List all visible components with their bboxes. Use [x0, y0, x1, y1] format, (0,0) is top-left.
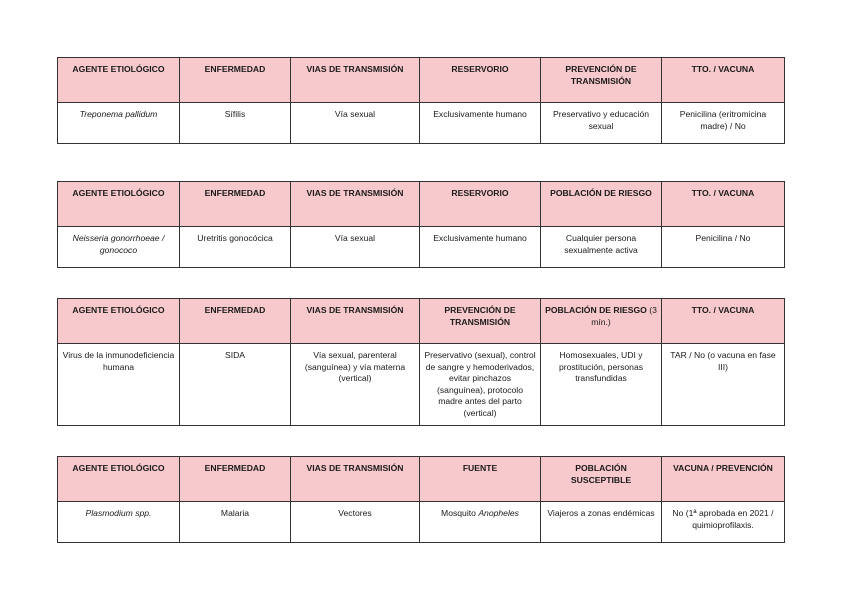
header-transmission: VIAS DE TRANSMISIÓN	[291, 182, 420, 227]
cell-disease: Uretritis gonocócica	[180, 227, 291, 268]
table-sida	[57, 298, 785, 426]
header-transmission: VIAS DE TRANSMISIÓN	[291, 457, 420, 502]
cell-source-italic: Anopheles	[478, 508, 519, 518]
header-vaccine-prevention: VACUNA / PREVENCIÓN	[662, 457, 785, 502]
cell-disease: Malaria	[180, 502, 291, 543]
cell-disease: SIDA	[180, 344, 291, 426]
cell-transmission: Vía sexual	[291, 103, 420, 144]
header-reservoir: RESERVORIO	[420, 182, 541, 227]
cell-treatment: Penicilina (eritromicina madre) / No	[662, 103, 785, 144]
header-agent: AGENTE ETIOLÓGICO	[58, 299, 180, 344]
table-malaria	[57, 456, 785, 543]
cell-transmission: Vía sexual	[291, 227, 420, 268]
cell-prevention: Preservativo (sexual), control de sangre y hemoderivados, evitar pinchazos (sanguínea), protocolo madre antes del parto (vertical)	[420, 344, 541, 426]
cell-risk-population: Homosexuales, UDI y prostitución, personas transfundidas	[541, 344, 662, 426]
header-risk-population: POBLACIÓN DE RIESGO	[541, 182, 662, 227]
cell-source-text: Mosquito	[441, 508, 479, 518]
header-transmission: VIAS DE TRANSMISIÓN	[291, 299, 420, 344]
cell-agent: Plasmodium spp.	[58, 502, 180, 543]
cell-transmission: Vía sexual, parenteral (sanguínea) y vía materna (vertical)	[291, 344, 420, 426]
table-row	[58, 227, 785, 268]
cell-transmission: Vectores	[291, 502, 420, 543]
header-row	[58, 299, 785, 344]
cell-agent: Virus de la inmunodeficiencia humana	[58, 344, 180, 426]
header-reservoir: RESERVORIO	[420, 58, 541, 103]
cell-agent: Treponema pallidum	[58, 103, 180, 144]
header-agent: AGENTE ETIOLÓGICO	[58, 457, 180, 502]
header-treatment: TTO. / VACUNA	[662, 299, 785, 344]
header-row	[58, 457, 785, 502]
cell-susceptible-population: Viajeros a zonas endémicas	[541, 502, 662, 543]
header-row	[58, 58, 785, 103]
cell-risk-population: Cualquier persona sexualmente activa	[541, 227, 662, 268]
table-row	[58, 502, 785, 543]
table-row	[58, 344, 785, 426]
header-disease: ENFERMEDAD	[180, 299, 291, 344]
header-row	[58, 182, 785, 227]
header-disease: ENFERMEDAD	[180, 182, 291, 227]
header-disease: ENFERMEDAD	[180, 58, 291, 103]
cell-source	[420, 502, 541, 543]
cell-prevention: Preservativo y educación sexual	[541, 103, 662, 144]
cell-vaccine-prevention: No (1ª aprobada en 2021 / quimioprofilaxis.	[662, 502, 785, 543]
table-row	[58, 103, 785, 144]
cell-disease: Sífilis	[180, 103, 291, 144]
header-risk-note: (3 mín.)	[591, 305, 657, 327]
cell-reservoir: Exclusivamente humano	[420, 103, 541, 144]
cell-agent: Neisseria gonorrhoeae / gonococo	[58, 227, 180, 268]
header-prevention: PREVENCIÓN DE TRANSMISIÓN	[541, 58, 662, 103]
header-source: FUENTE	[420, 457, 541, 502]
cell-reservoir: Exclusivamente humano	[420, 227, 541, 268]
header-transmission: VIAS DE TRANSMISIÓN	[291, 58, 420, 103]
cell-treatment: TAR / No (o vacuna en fase III)	[662, 344, 785, 426]
header-disease: ENFERMEDAD	[180, 457, 291, 502]
header-prevention: PREVENCIÓN DE TRANSMISIÓN	[420, 299, 541, 344]
table-gonorrea	[57, 181, 785, 268]
header-treatment: TTO. / VACUNA	[662, 182, 785, 227]
header-risk-population	[541, 299, 662, 344]
header-treatment: TTO. / VACUNA	[662, 58, 785, 103]
cell-treatment: Penicilina / No	[662, 227, 785, 268]
table-sifilis	[57, 57, 785, 144]
header-susceptible-population: POBLACIÓN SUSCEPTIBLE	[541, 457, 662, 502]
header-agent: AGENTE ETIOLÓGICO	[58, 58, 180, 103]
header-risk-population-label: POBLACIÓN DE RIESGO	[545, 305, 647, 315]
header-agent: AGENTE ETIOLÓGICO	[58, 182, 180, 227]
